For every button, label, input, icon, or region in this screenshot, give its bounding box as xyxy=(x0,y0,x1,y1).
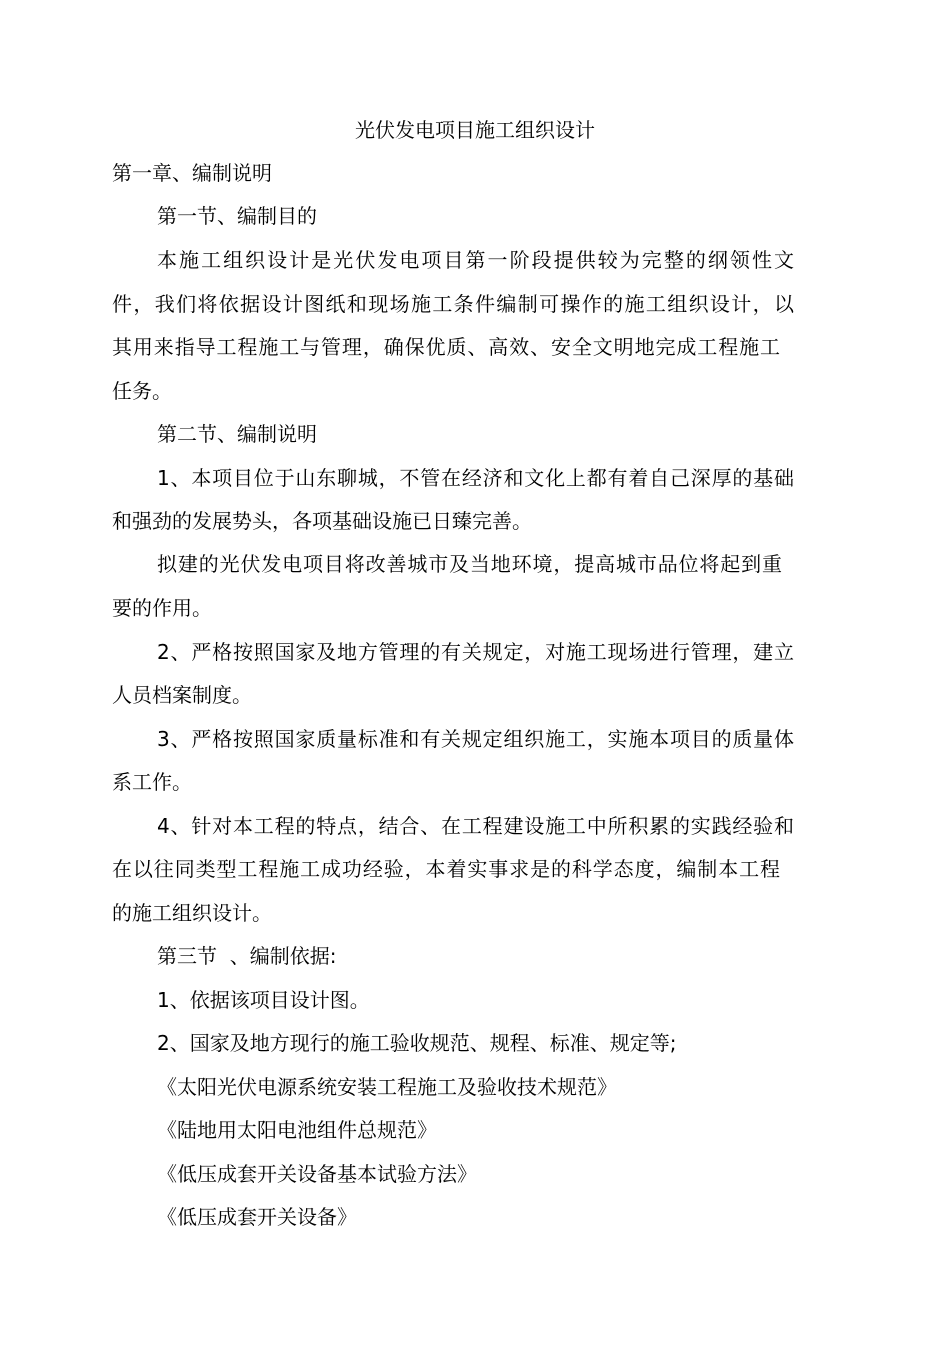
standard-item: 《太阳光伏电源系统安装工程施工及验收技术规范》 xyxy=(157,1075,617,1099)
section-heading-2: 第二节、编制说明 xyxy=(157,422,317,446)
paragraph-line: 在以往同类型工程施工成功经验，本着实事求是的科学态度，编制本工程 xyxy=(112,857,780,881)
standard-item: 《陆地用太阳电池组件总规范》 xyxy=(157,1118,437,1142)
paragraph-line: 任务。 xyxy=(112,379,172,403)
paragraph-line: 本施工组织设计是光伏发电项目第一阶段提供较为完整的纲领性文 xyxy=(157,248,794,272)
standard-item: 《低压成套开关设备》 xyxy=(157,1205,357,1229)
section-heading-3: 第三节 、编制依据: xyxy=(157,944,337,968)
paragraph-line: 的施工组织设计。 xyxy=(112,901,272,925)
list-item: 2、国家及地方现行的施工验收规范、规程、标准、规定等; xyxy=(157,1031,677,1055)
paragraph-line: 拟建的光伏发电项目将改善城市及当地环境，提高城市品位将起到重 xyxy=(157,552,782,576)
paragraph-line: 其用来指导工程施工与管理，确保优质、高效、安全文明地完成工程施工 xyxy=(112,335,780,359)
section-heading-1: 第一节、编制目的 xyxy=(157,204,317,228)
list-item: 1、依据该项目设计图。 xyxy=(157,988,370,1012)
paragraph-line: 1、本项目位于山东聊城，不管在经济和文化上都有着自己深厚的基础 xyxy=(157,466,794,490)
paragraph-line: 2、严格按照国家及地方管理的有关规定，对施工现场进行管理，建立 xyxy=(157,640,794,664)
paragraph-line: 和强劲的发展势头，各项基础设施已日臻完善。 xyxy=(112,509,532,533)
paragraph-line: 3、严格按照国家质量标准和有关规定组织施工，实施本项目的质量体 xyxy=(157,727,794,751)
chapter-heading: 第一章、编制说明 xyxy=(112,161,272,185)
paragraph-line: 4、针对本工程的特点，结合、在工程建设施工中所积累的实践经验和 xyxy=(157,814,794,838)
paragraph-line: 要的作用。 xyxy=(112,596,212,620)
document-title: 光伏发电项目施工组织设计 xyxy=(355,118,595,142)
paragraph-line: 人员档案制度。 xyxy=(112,683,252,707)
paragraph-line: 件，我们将依据设计图纸和现场施工条件编制可操作的施工组织设计，以 xyxy=(112,292,794,316)
paragraph-line: 系工作。 xyxy=(112,770,192,794)
standard-item: 《低压成套开关设备基本试验方法》 xyxy=(157,1162,477,1186)
